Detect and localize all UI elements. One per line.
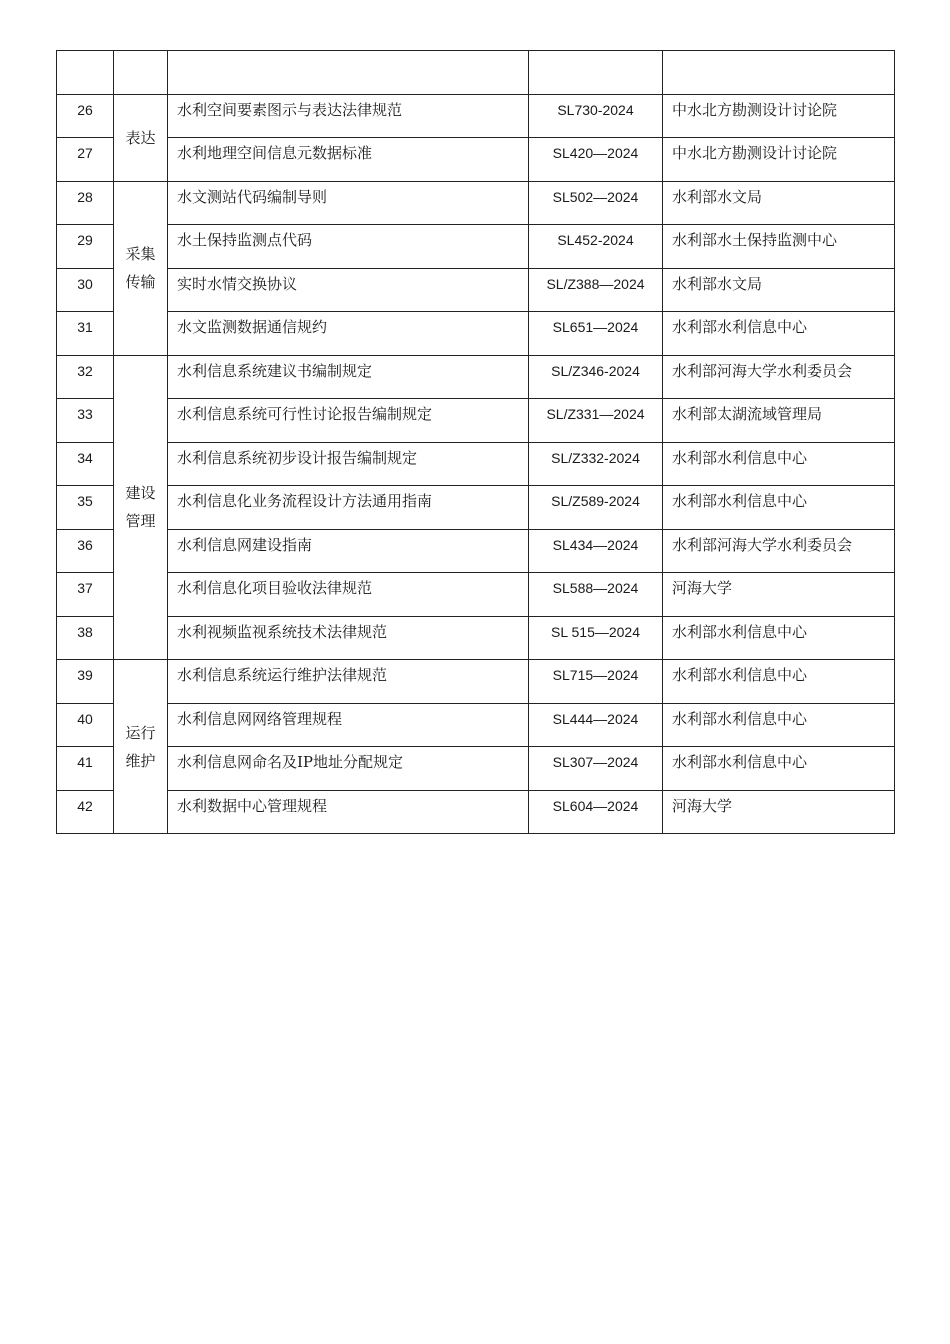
category-label: 采集传输 — [125, 245, 156, 291]
row-number-cell: 26 — [57, 94, 114, 138]
standard-name-cell: 水利信息系统运行维护法律规范 — [168, 660, 529, 704]
table-row — [57, 442, 895, 486]
category-cell — [114, 660, 168, 834]
standard-code-cell: SL730-2024 — [529, 94, 663, 138]
organization-cell: 水利部水利信息中心 — [663, 442, 895, 486]
row-number-cell: 41 — [57, 747, 114, 791]
standard-code-cell: SL/Z346-2024 — [529, 355, 663, 399]
organization-cell: 河海大学 — [663, 573, 895, 617]
table-row — [57, 486, 895, 530]
organization-cell: 水利部水利信息中心 — [663, 312, 895, 356]
category-cell — [114, 51, 168, 95]
standard-name-cell: 水利信息网建设指南 — [168, 529, 529, 573]
category-cell — [114, 181, 168, 355]
standard-name-cell: 实时水情交换协议 — [168, 268, 529, 312]
row-number-cell: 29 — [57, 225, 114, 269]
row-number-cell: 38 — [57, 616, 114, 660]
category-cell — [114, 355, 168, 660]
organization-cell: 水利部水文局 — [663, 268, 895, 312]
standard-code-cell: SL/Z331—2024 — [529, 399, 663, 443]
standard-name-cell: 水利地理空间信息元数据标准 — [168, 138, 529, 182]
standard-name-cell: 水文监测数据通信规约 — [168, 312, 529, 356]
row-number-cell: 39 — [57, 660, 114, 704]
organization-cell: 水利部河海大学水利委员会 — [663, 355, 895, 399]
table-row — [57, 181, 895, 225]
organization-cell: 中水北方勘测设计讨论院 — [663, 94, 895, 138]
row-number-cell: 40 — [57, 703, 114, 747]
standard-name-cell: 水利信息系统建议书编制规定 — [168, 355, 529, 399]
table-row — [57, 225, 895, 269]
organization-cell: 水利部太湖流域管理局 — [663, 399, 895, 443]
table-row — [57, 268, 895, 312]
standard-name-cell: 水利信息化业务流程设计方法通用指南 — [168, 486, 529, 530]
table-row — [57, 660, 895, 704]
standard-name-cell: 水利信息网命名及IP地址分配规定 — [168, 747, 529, 791]
row-number-cell: 27 — [57, 138, 114, 182]
standard-code-cell: SL420—2024 — [529, 138, 663, 182]
standard-name-cell: 水利信息系统可行性讨论报告编制规定 — [168, 399, 529, 443]
standard-name-cell: 水利数据中心管理规程 — [168, 790, 529, 834]
standard-code-cell: SL588—2024 — [529, 573, 663, 617]
standard-code-cell: SL307—2024 — [529, 747, 663, 791]
row-number-cell: 31 — [57, 312, 114, 356]
category-label: 表达 — [125, 128, 156, 147]
organization-cell: 水利部水利信息中心 — [663, 616, 895, 660]
table-row — [57, 138, 895, 182]
row-number-cell: 37 — [57, 573, 114, 617]
organization-cell: 河海大学 — [663, 790, 895, 834]
table-row — [57, 529, 895, 573]
standard-code-cell: SL/Z388—2024 — [529, 268, 663, 312]
standard-name-cell: 水利信息系统初步设计报告编制规定 — [168, 442, 529, 486]
table-row — [57, 747, 895, 791]
standard-name-cell: 水利视频监视系统技术法律规范 — [168, 616, 529, 660]
standard-code-cell: SL434—2024 — [529, 529, 663, 573]
row-number-cell: 32 — [57, 355, 114, 399]
standard-code-cell: SL651—2024 — [529, 312, 663, 356]
organization-cell: 水利部水利信息中心 — [663, 703, 895, 747]
standard-name-cell: 水利信息化项目验收法律规范 — [168, 573, 529, 617]
standard-code-cell: SL502—2024 — [529, 181, 663, 225]
table-row — [57, 703, 895, 747]
table-row — [57, 573, 895, 617]
standard-name-cell: 水利空间要素图示与表达法律规范 — [168, 94, 529, 138]
standard-code-cell: SL/Z589-2024 — [529, 486, 663, 530]
row-number-cell: 33 — [57, 399, 114, 443]
table-row — [57, 94, 895, 138]
row-number-cell: 35 — [57, 486, 114, 530]
standard-name-cell: 水土保持监测点代码 — [168, 225, 529, 269]
table-row — [57, 355, 895, 399]
standard-code-cell: SL444—2024 — [529, 703, 663, 747]
row-number-cell: 28 — [57, 181, 114, 225]
category-label: 运行维护 — [125, 723, 156, 770]
organization-cell: 水利部水文局 — [663, 181, 895, 225]
organization-cell: 水利部河海大学水利委员会 — [663, 529, 895, 573]
standard-code-cell: SL 515—2024 — [529, 616, 663, 660]
row-number-cell: 30 — [57, 268, 114, 312]
organization-cell: 水利部水利信息中心 — [663, 660, 895, 704]
row-number-cell: 34 — [57, 442, 114, 486]
standard-name-cell — [168, 51, 529, 95]
organization-cell: 水利部水利信息中心 — [663, 486, 895, 530]
standard-name-cell: 水利信息网网络管理规程 — [168, 703, 529, 747]
table-row — [57, 616, 895, 660]
standard-code-cell — [529, 51, 663, 95]
organization-cell — [663, 51, 895, 95]
standard-code-cell: SL452-2024 — [529, 225, 663, 269]
category-label: 建设管理 — [125, 484, 156, 531]
organization-cell: 水利部水土保持监测中心 — [663, 225, 895, 269]
organization-cell: 水利部水利信息中心 — [663, 747, 895, 791]
standard-name-cell: 水文测站代码编制导则 — [168, 181, 529, 225]
table-row — [57, 399, 895, 443]
standard-code-cell: SL715—2024 — [529, 660, 663, 704]
organization-cell: 中水北方勘测设计讨论院 — [663, 138, 895, 182]
category-cell — [114, 94, 168, 181]
standard-code-cell: SL/Z332-2024 — [529, 442, 663, 486]
row-number-cell: 36 — [57, 529, 114, 573]
standards-table — [56, 50, 895, 834]
row-number-cell: 42 — [57, 790, 114, 834]
table-row — [57, 790, 895, 834]
table-row — [57, 312, 895, 356]
table-row — [57, 51, 895, 95]
standard-code-cell: SL604—2024 — [529, 790, 663, 834]
row-number-cell — [57, 51, 114, 95]
